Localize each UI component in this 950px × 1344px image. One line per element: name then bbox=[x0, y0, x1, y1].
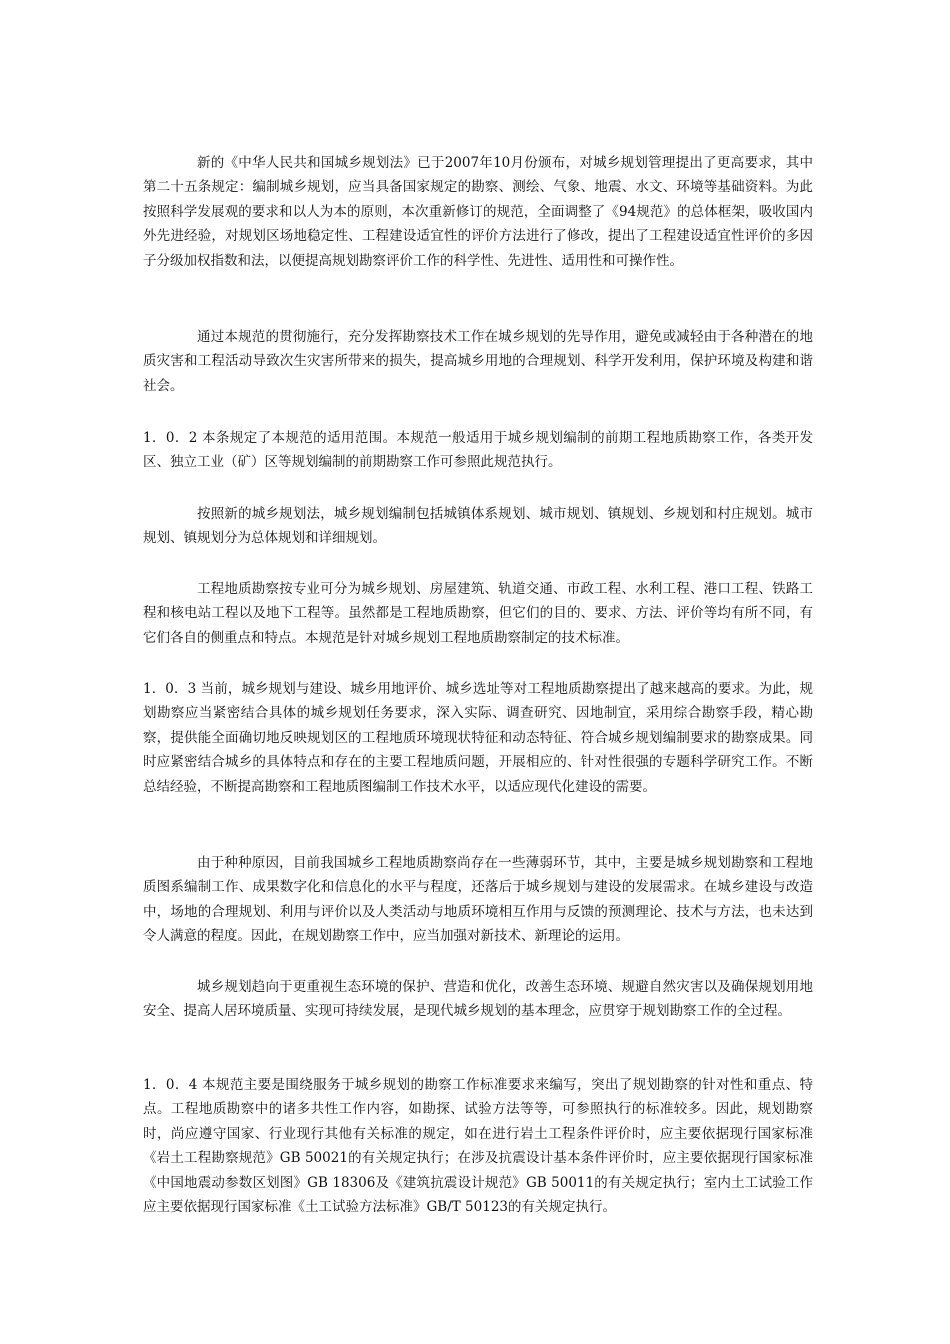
paragraph-survey-categories: 工程地质勘察按专业可分为城乡规划、房屋建筑、轨道交通、市政工程、水利工程、港口工程、铁路工程和核电站工程以及地下工程等。虽然都是工程地质勘察，但它们的目的、要求、方法、评价等均有所不同，有它们各自的侧重点和特点。本规范是针对城乡规划工程地质勘察制定的技术标准。 bbox=[143, 581, 813, 646]
paragraph-planning-law: 新的《中华人民共和国城乡规划法》已于2007年10月份颁布，对城乡规划管理提出了更高要求，其中第二十五条规定：编制城乡规划，应当具备国家规定的勘察、测绘、气象、地震、水文、环境等基础资料。为此按照科学发展观的要求和以人为本的原则，本次重新修订的规范，全面调整了《94规范》的总体框架，吸收国内外先进经验，对规划区场地稳定性、工程建设适宜性的评价方法进行了修改，提出了工程建设适宜性评价的多因子分级加权指数和法，以便提高规划勘察评价工作的科学性、先进性、适用性和可操作性。 bbox=[143, 155, 813, 269]
paragraph-weak-links: 由于种种原因，目前我国城乡工程地质勘察尚存在一些薄弱环节，其中，主要是城乡规划勘察和工程地质图系编制工作、成果数字化和信息化的水平与程度，还落后于城乡规划与建设的发展需求。在城乡建设与改造中，场地的合理规划、利用与评价以及人类活动与地质环境相互作用与反馈的预测理论、技术与方法，也未达到令人满意的程度。因此，在规划勘察工作中，应当加强对新技术、新理论的运用。 bbox=[143, 855, 813, 945]
paragraph-clause-1-0-2: 1．0．2 本条规定了本规范的适用范围。本规范一般适用于城乡规划编制的前期工程地质勘察工作，各类开发区、独立工业（矿）区等规划编制的前期勘察工作可参照此规范执行。 bbox=[143, 430, 813, 471]
paragraph-planning-types: 按照新的城乡规划法，城乡规划编制包括城镇体系规划、城市规划、镇规划、乡规划和村庄规划。城市规划、镇规划分为总体规划和详细规划。 bbox=[143, 506, 813, 547]
paragraph-implementation: 通过本规范的贯彻施行，充分发挥勘察技术工作在城乡规划的先导作用，避免或减轻由于各种潜在的地质灾害和工程活动导致次生灾害所带来的损失，提高城乡用地的合理规划、科学开发利用，保护环境及构建和谐社会。 bbox=[143, 329, 813, 394]
paragraph-clause-1-0-3: 1．0．3 当前，城乡规划与建设、城乡用地评价、城乡选址等对工程地质勘察提出了越来越高的要求。为此，规划勘察应当紧密结合具体的城乡规划任务要求，深入实际、调查研究、因地制宜，采用综合勘察手段，精心勘察，提供能全面确切地反映规划区的工程地质环境现状特征和动态特征、符合城乡规划编制要求的勘察成果。同时应紧密结合城乡的具体特点和存在的主要工程地质问题，开展相应的、针对性很强的专题科学研究工作。不断总结经验，不断提高勘察和工程地质图编制工作技术水平，以适应现代化建设的需要。 bbox=[143, 681, 813, 795]
paragraph-clause-1-0-4: 1．0．4 本规范主要是围绕服务于城乡规划的勘察工作标准要求来编写，突出了规划勘察的针对性和重点、特点。工程地质勘察中的诸多共性工作内容，如勘探、试验方法等等，可参照执行的标准较多。因此，规划勘察时，尚应遵守国家、行业现行其他有关标准的规定，如在进行岩土工程条件评价时，应主要依据现行国家标准《岩土工程勘察规范》GB 50021的有关规定执行；在涉及抗震设计基本条件评价时，应主要依据现行国家标准《中国地震动参数区划图》GB 18306及《建筑抗震设计规范》GB 50011的有关规定执行；室内土工试验工作应主要依据现行国家标准《土工试验方法标准》GB/T 50123的有关规定执行。 bbox=[143, 1077, 813, 1216]
paragraph-ecology: 城乡规划趋向于更重视生态环境的保护、营造和优化，改善生态环境、规避自然灾害以及确保规划用地安全、提高人居环境质量、实现可持续发展，是现代城乡规划的基本理念，应贯穿于规划勘察工作的全过程。 bbox=[143, 979, 813, 1020]
